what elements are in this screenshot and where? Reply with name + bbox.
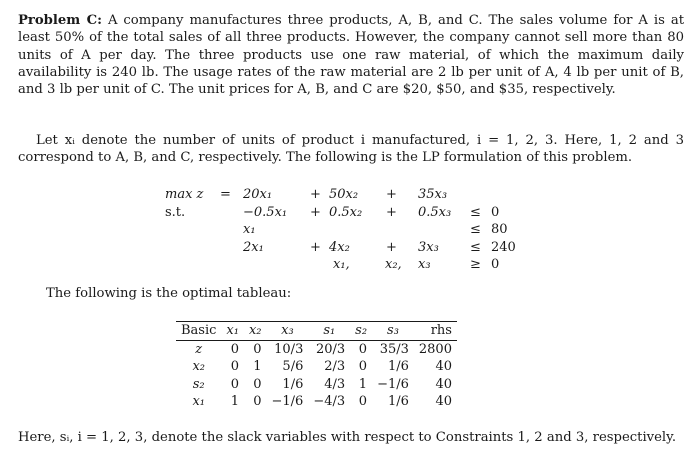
lp-op: + — [386, 204, 397, 220]
lp-relation: ≤ — [470, 204, 481, 220]
tableau-row — [176, 340, 457, 358]
problem-statement — [18, 12, 684, 98]
lp-term: x₁, — [333, 257, 350, 272]
basic-var: x₁ — [192, 394, 205, 409]
lp-op: + — [386, 239, 397, 255]
problem-label: Problem C: — [18, 13, 102, 28]
lp-term: x₃ — [418, 257, 431, 272]
tableau-cell: 0 — [358, 394, 368, 409]
header-s2: s₂ — [355, 323, 368, 338]
header-rhs: rhs — [430, 323, 452, 338]
lp-rhs: 0 — [491, 257, 500, 272]
tableau-cell: 40 — [435, 376, 452, 392]
tableau-cell: −1/6 — [271, 394, 304, 409]
tableau-cell: 5/6 — [282, 359, 304, 374]
tableau-cell: 0 — [358, 359, 368, 374]
tableau-cell: 0 — [253, 376, 262, 392]
tableau-cell: 2/3 — [324, 359, 346, 374]
tableau-cell: 10/3 — [274, 341, 304, 357]
tableau-cell: 0 — [230, 376, 239, 392]
header-s1: s₁ — [323, 323, 336, 338]
slack-footnote: Here, sᵢ, i = 1, 2, 3, denote the slack variables with respect to Constraints 1, 2 and 3, respectively. — [18, 430, 677, 445]
st-label: s.t. — [165, 204, 186, 220]
lp-term: 0.5x₂ — [329, 204, 363, 220]
lp-relation: ≤ — [470, 239, 481, 255]
problem-text: A company manufactures three products, A, B, and C. The sales volume for A is at least 50% of the total sales of all three products. However, the company cannot sell more than 80 units of A per day. The three products use one raw material, of which the maximum daily availability is 240 lb. The usage rates of the raw material are 2 lb per unit of A, 4 lb per unit of B, and 3 lb per unit of C. The unit prices for A, B, and C are $20, $50, and $35, respectively. — [18, 13, 684, 98]
lp-term: 4x₂ — [329, 239, 350, 255]
lp-rhs: 80 — [491, 222, 508, 237]
tableau-cell: −4/3 — [313, 394, 346, 409]
lp-relation: ≤ — [470, 222, 481, 237]
lp-op: + — [310, 204, 321, 220]
lp-relation: ≥ — [470, 257, 481, 272]
tableau-cell: 1/6 — [387, 394, 409, 409]
tableau-cell: 1 — [230, 394, 239, 409]
tableau-cell: 2800 — [418, 341, 452, 357]
lp-term: −0.5x₁ — [243, 204, 288, 220]
lp-term: 20x₁ — [243, 187, 273, 202]
header-x1: x₁ — [226, 323, 239, 338]
tableau-cell: 0 — [253, 341, 262, 357]
optimal-tableau — [176, 321, 457, 411]
lp-term: 3x₃ — [418, 239, 439, 255]
lp-term: x₁ — [243, 222, 256, 237]
tableau-cell: 35/3 — [379, 341, 409, 357]
tableau-cell: 40 — [435, 394, 452, 409]
tableau-cell: 1/6 — [387, 359, 409, 374]
lp-rhs: 240 — [491, 239, 516, 255]
header-x2: x₂ — [248, 323, 262, 338]
tableau-row — [176, 358, 457, 376]
tableau-row — [176, 393, 457, 411]
lp-op: + — [386, 187, 397, 202]
tableau-cell: 20/3 — [315, 341, 346, 357]
lp-rhs: 0 — [491, 204, 500, 220]
lp-op: + — [310, 187, 321, 202]
tableau-cell: 0 — [230, 359, 239, 374]
lp-op: + — [310, 239, 321, 255]
tableau-cell: 1/6 — [282, 376, 304, 392]
lp-term: 50x₂ — [329, 187, 359, 202]
lp-term: x₂, — [385, 257, 402, 272]
header-x3: x₃ — [281, 323, 294, 338]
tableau-cell: 0 — [358, 341, 368, 357]
tableau-row — [176, 376, 457, 394]
header-basic: Basic — [181, 323, 217, 338]
basic-var: z — [195, 341, 203, 357]
objective-equals: = — [220, 187, 231, 202]
lp-term: 0.5x₃ — [418, 204, 452, 220]
tableau-cell: 1 — [358, 376, 368, 392]
basic-var: x₂ — [192, 359, 205, 374]
basic-var: s₂ — [192, 376, 205, 392]
lp-term: 2x₁ — [243, 239, 264, 255]
header-s3: s₃ — [387, 323, 399, 338]
tableau-cell: 40 — [435, 359, 452, 374]
tableau-cell: 0 — [230, 341, 239, 357]
tableau-cell: 1 — [253, 359, 262, 374]
tableau-cell: 4/3 — [324, 376, 346, 392]
objective-label: max z — [165, 187, 204, 202]
tableau-cell: −1/6 — [377, 376, 409, 392]
lp-term: 35x₃ — [418, 187, 448, 202]
tableau-header-row — [176, 322, 457, 341]
variable-definition: Let xᵢ denote the number of units of product i manufactured, i = 1, 2, 3. Here, 1, 2 and 3 correspond to A, B, and C, respectively. The following is the LP formulation of this problem. — [18, 133, 684, 166]
tableau-caption: The following is the optimal tableau: — [46, 286, 292, 301]
tableau-cell: 0 — [253, 394, 262, 409]
